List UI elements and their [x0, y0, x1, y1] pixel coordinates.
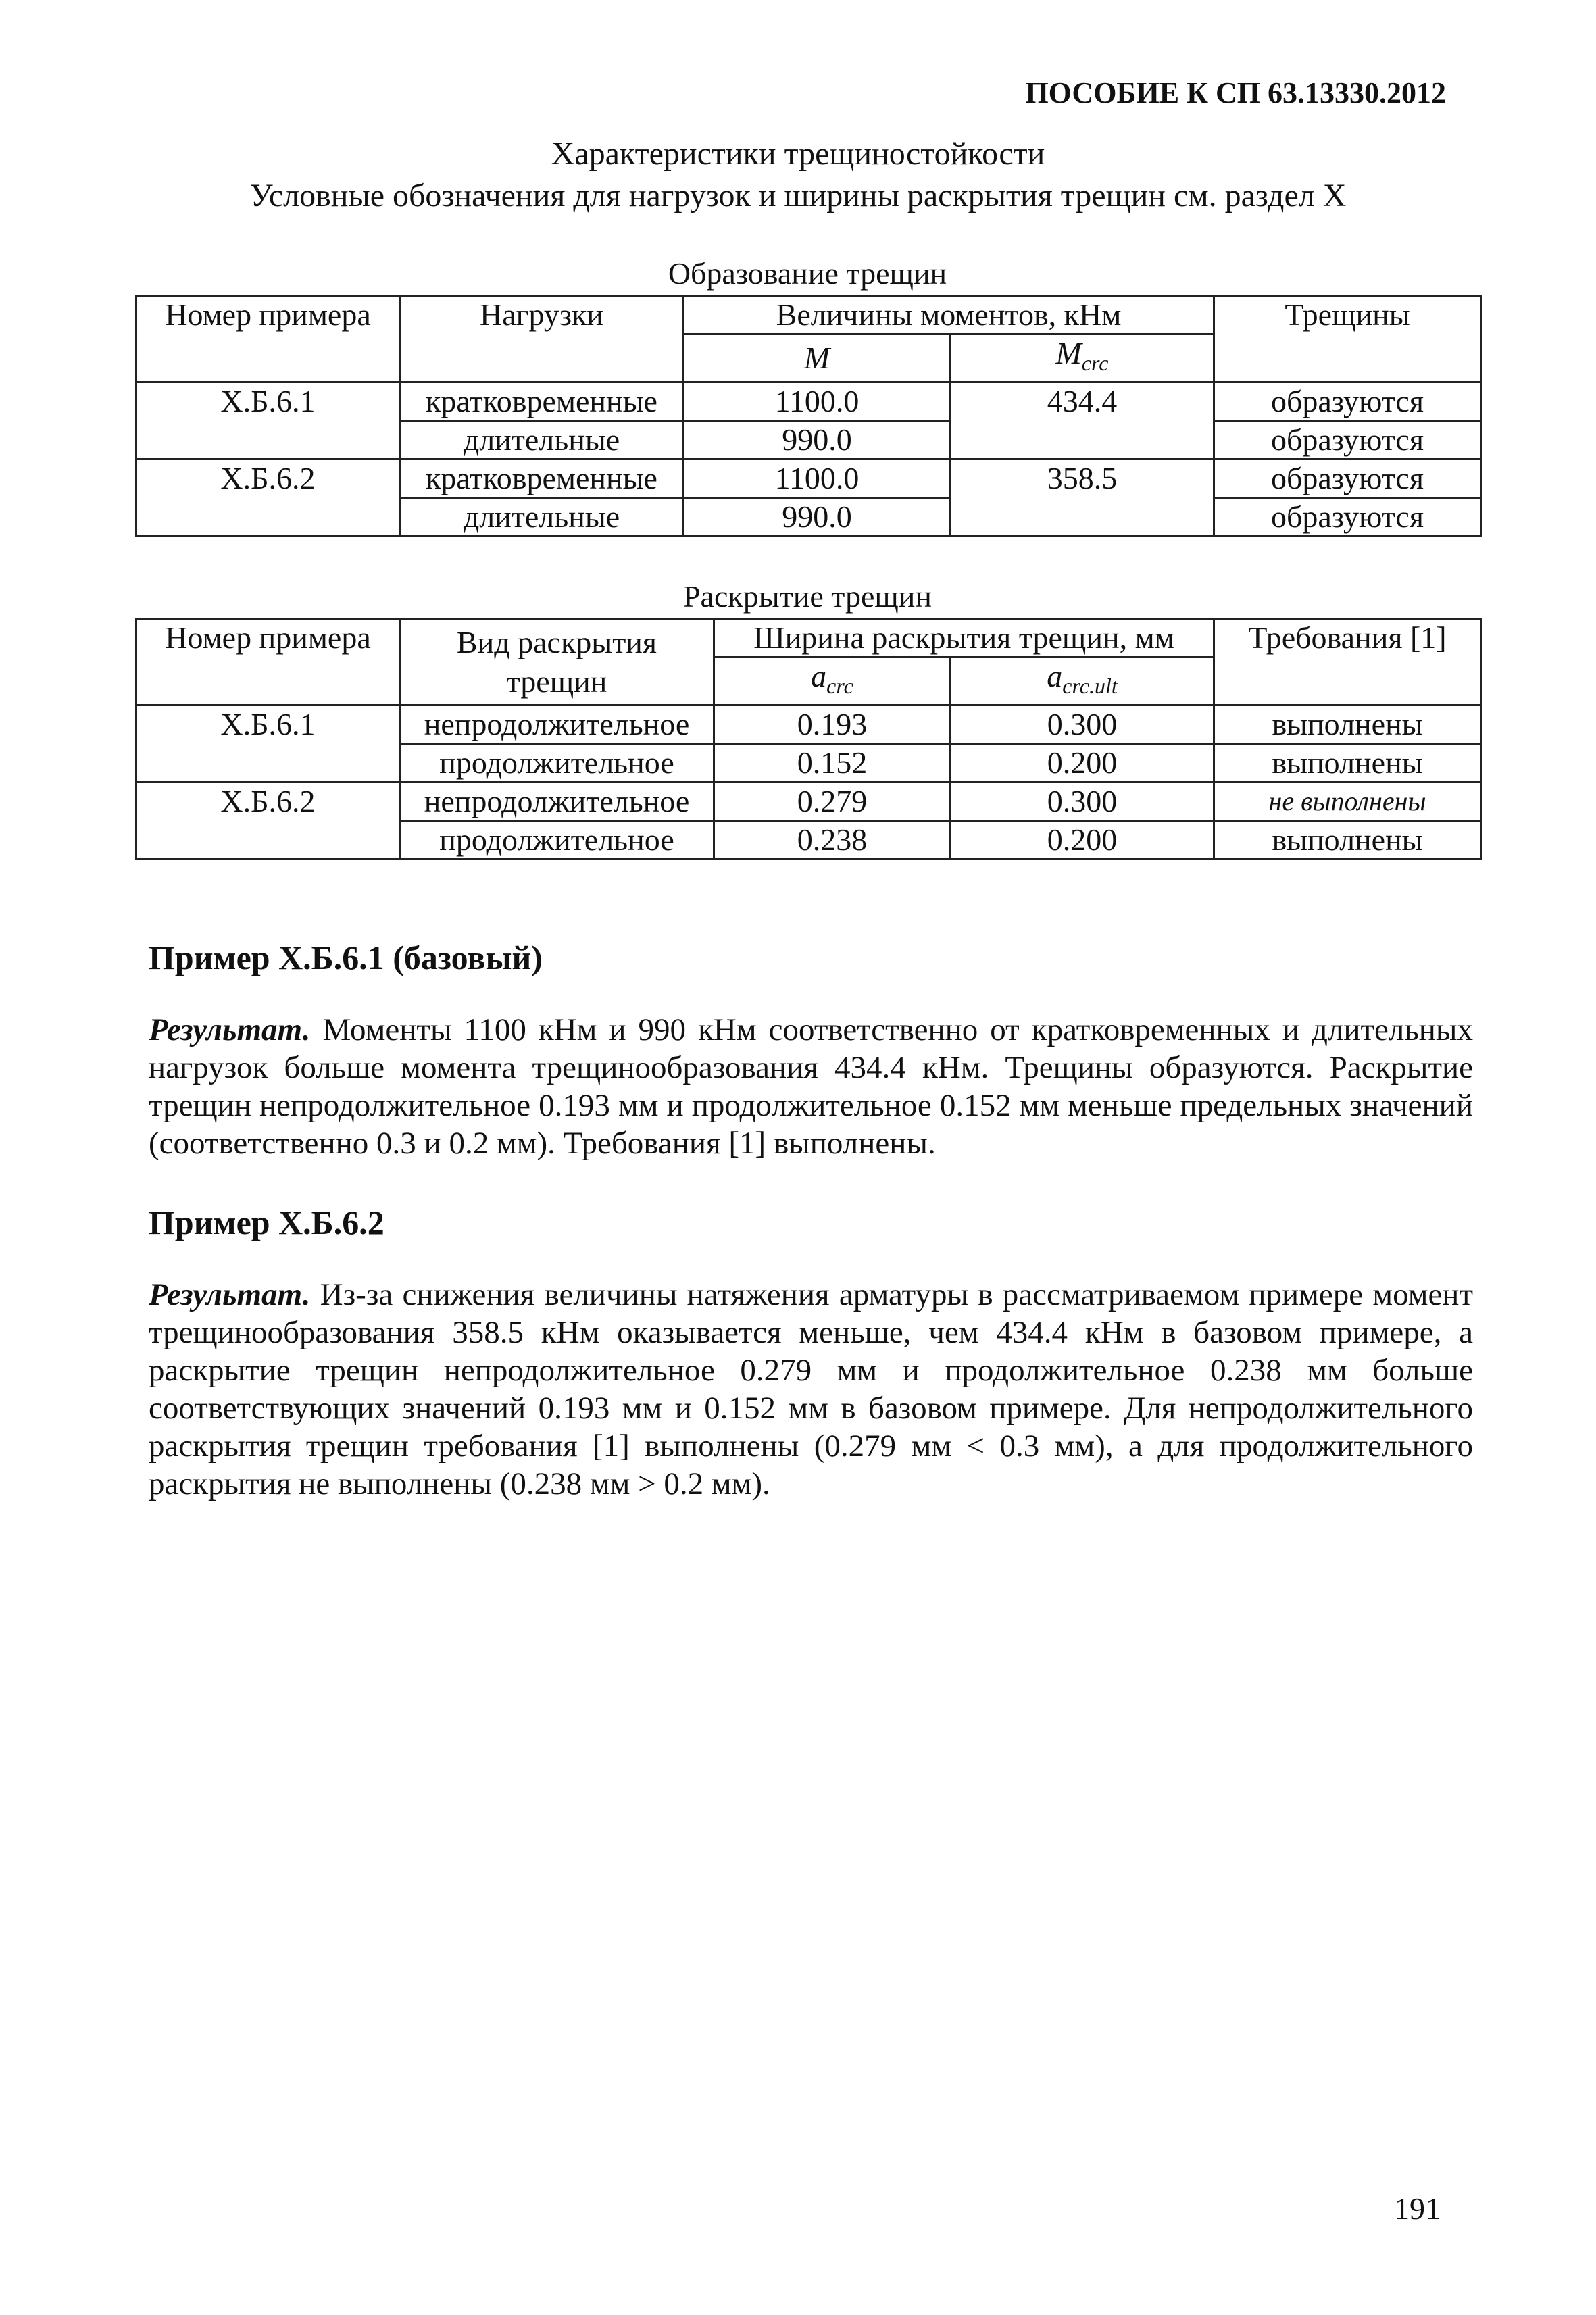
cell-requirements: выполнены	[1214, 821, 1481, 860]
col-header-cracks: Трещины	[1214, 296, 1481, 382]
document-header: ПОСОБИЕ К СП 63.13330.2012	[1025, 76, 1446, 109]
cell-load: кратковременные	[400, 459, 684, 498]
cell-mcrc: 434.4	[951, 382, 1214, 459]
col-header-load: Нагрузки	[400, 296, 684, 382]
col-header-acrc: $a_{crc}$	[714, 657, 951, 705]
table2-caption: Раскрытие трещин	[682, 579, 932, 614]
cell-m: 1100.0	[684, 382, 951, 421]
cell-example: X.Б.6.1	[136, 382, 400, 459]
col-header-type: Вид раскрытия трещин	[400, 619, 714, 705]
cell-acrc-ult: 0.300	[951, 705, 1214, 744]
cell-type: продолжительное	[400, 821, 714, 860]
cell-cracks: образуются	[1214, 498, 1481, 537]
col-header-m: M	[684, 334, 951, 382]
cell-acrc: 0.238	[714, 821, 951, 860]
title-line-1: Характеристики трещиностойкости	[551, 136, 1045, 172]
cell-type: продолжительное	[400, 744, 714, 782]
section2-heading: Пример X.Б.6.2	[149, 1203, 384, 1241]
col-header-acrc-ult: $a_{crc.ult}$	[951, 657, 1214, 705]
table-row	[136, 705, 1481, 744]
result-label: Результат.	[149, 1012, 311, 1047]
section1-paragraph	[149, 1011, 1473, 1162]
cell-type: непродолжительное	[400, 782, 714, 821]
table1-caption: Образование трещин	[668, 256, 947, 291]
cell-requirements: выполнены	[1214, 744, 1481, 782]
cell-acrc-ult: 0.200	[951, 744, 1214, 782]
cell-cracks: образуются	[1214, 459, 1481, 498]
section2-paragraph	[149, 1276, 1473, 1503]
col-header-mcrc: $M_{crc}$	[951, 334, 1214, 382]
cell-acrc-ult: 0.300	[951, 782, 1214, 821]
table-header-row	[136, 619, 1481, 657]
col-header-moments: Величины моментов, кНм	[684, 296, 1214, 334]
cell-requirements: не выполнены	[1214, 782, 1481, 821]
cell-m: 990.0	[684, 498, 951, 537]
section1-heading: Пример X.Б.6.1 (базовый)	[149, 939, 543, 976]
col-header-width: Ширина раскрытия трещин, мм	[714, 619, 1214, 657]
col-header-example: Номер примера	[136, 619, 400, 705]
cell-load: длительные	[400, 498, 684, 537]
cell-acrc: 0.279	[714, 782, 951, 821]
col-header-example: Номер примера	[136, 296, 400, 382]
cell-m: 1100.0	[684, 459, 951, 498]
cell-acrc: 0.193	[714, 705, 951, 744]
col-header-requirements: Требования [1]	[1214, 619, 1481, 705]
cell-load: длительные	[400, 421, 684, 459]
section1-text: Моменты 1100 кНм и 990 кНм соответственно от кратковременных и длительных нагрузок больше момента трещинообразования 434.4 кНм. Трещины образуются. Раскрытие трещин непродолжительное 0.193 мм и продолжительное 0.152 мм меньше предельных значений (соответственно 0.3 и 0.2 мм). Требования [1] выполнены.	[149, 1012, 1473, 1161]
crack-opening-table	[135, 618, 1482, 860]
page-number: 191	[1394, 2191, 1441, 2226]
cell-cracks: образуются	[1214, 382, 1481, 421]
table-header-row	[136, 296, 1481, 334]
table-row	[136, 782, 1481, 821]
cell-load: кратковременные	[400, 382, 684, 421]
table-row	[136, 459, 1481, 498]
cell-type: непродолжительное	[400, 705, 714, 744]
result-label: Результат.	[149, 1277, 311, 1312]
cell-example: X.Б.6.2	[136, 782, 400, 860]
title-line-2: Условные обозначения для нагрузок и ширины раскрытия трещин см. раздел X	[249, 178, 1347, 214]
cell-cracks: образуются	[1214, 421, 1481, 459]
cell-acrc: 0.152	[714, 744, 951, 782]
table-row	[136, 382, 1481, 421]
cell-requirements: выполнены	[1214, 705, 1481, 744]
section2-text: Из-за снижения величины натяжения арматуры в рассматриваемом примере момент трещинообразования 358.5 кНм оказывается меньше, чем 434.4 кНм в базовом примере, а раскрытие трещин непродолжительное 0.279 мм и продолжительное 0.238 мм больше соответствующих значений 0.193 мм и 0.152 мм в базовом примере. Для непродолжительного раскрытия трещин требования [1] выполнены (0.279 мм < 0.3 мм), а для продолжительного раскрытия не выполнены (0.238 мм > 0.2 мм).	[149, 1277, 1473, 1501]
cell-mcrc: 358.5	[951, 459, 1214, 537]
crack-formation-table	[135, 295, 1482, 537]
cell-example: X.Б.6.2	[136, 459, 400, 537]
cell-m: 990.0	[684, 421, 951, 459]
cell-example: X.Б.6.1	[136, 705, 400, 782]
cell-acrc-ult: 0.200	[951, 821, 1214, 860]
